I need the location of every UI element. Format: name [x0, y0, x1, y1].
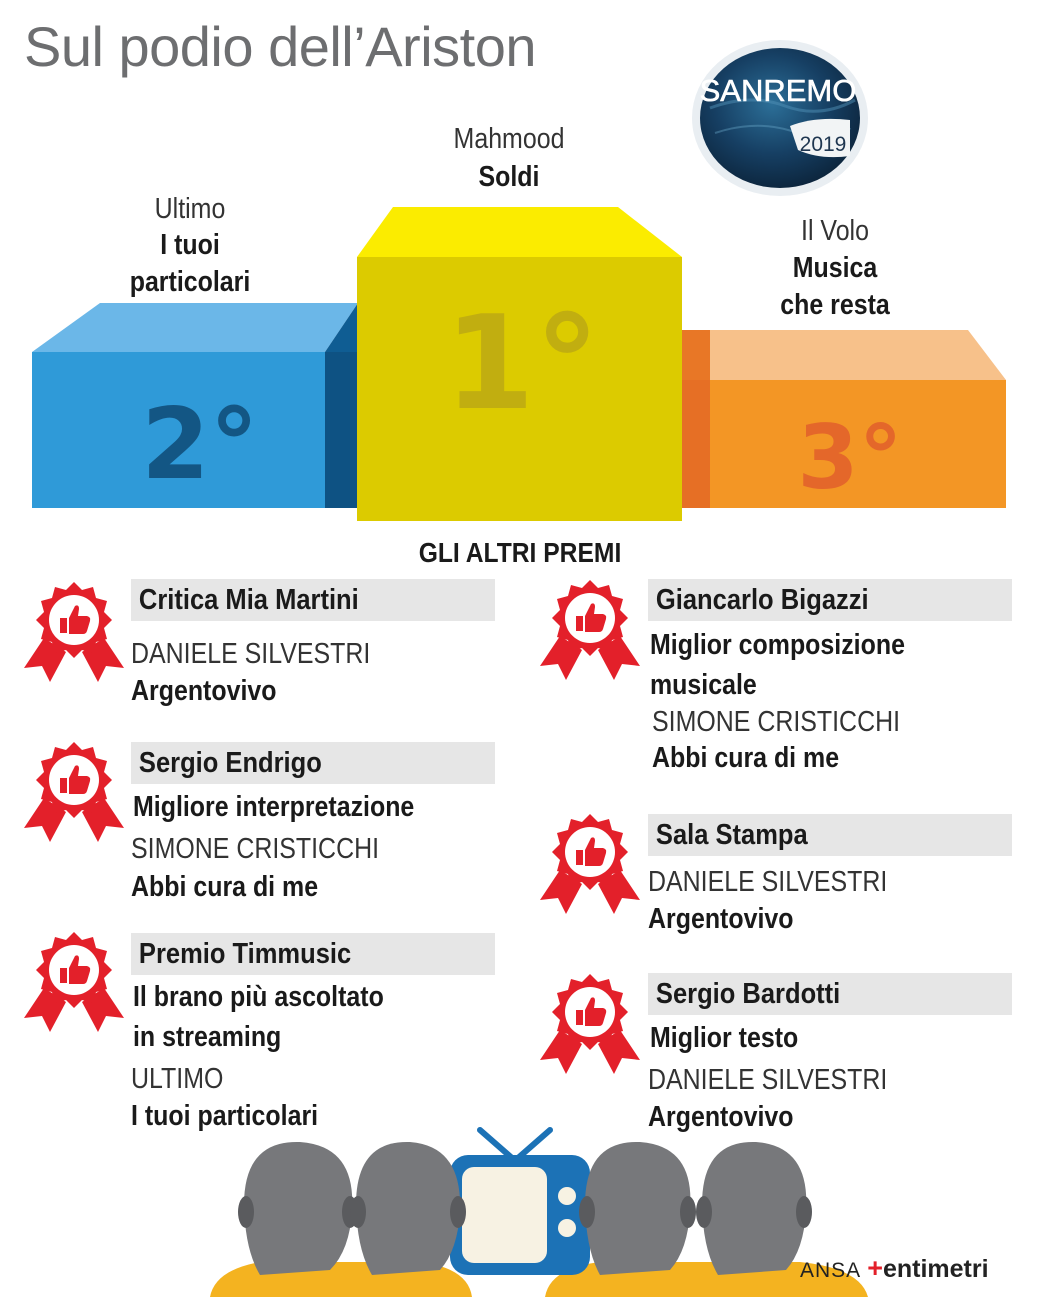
- other-awards-heading: GLI ALTRI PREMI: [418, 537, 622, 568]
- award-bardotti-category: Miglior testo: [650, 1022, 799, 1054]
- first-place-label: 1°: [444, 287, 600, 439]
- award-bigazzi-header: [648, 579, 1012, 621]
- award-timmusic-song: I tuoi particolari: [131, 1100, 319, 1132]
- credit-agency: ANSA: [800, 1259, 862, 1282]
- award-timmusic-header: [131, 933, 495, 975]
- award-ribbon-thumbs-up-icon: [22, 580, 126, 690]
- second-place-block: [32, 303, 358, 508]
- award-timmusic-category-line2: in streaming: [133, 1021, 282, 1053]
- plus-icon: +: [867, 1253, 883, 1283]
- third-place-label: 3°: [797, 406, 903, 509]
- award-timmusic-category-line1: Il brano più ascoltato: [133, 981, 384, 1013]
- logo-name: SANREMO: [699, 73, 857, 108]
- logo-year: 2019: [799, 133, 847, 156]
- award-bigazzi-category-line1: Miglior composizione: [650, 629, 905, 661]
- award-endrigo-header: [131, 742, 495, 784]
- second-place-artist: Ultimo: [154, 193, 226, 225]
- third-place-song-line2: che resta: [780, 289, 890, 321]
- first-place-block: [357, 207, 682, 521]
- award-bardotti-name: Sergio Bardotti: [655, 978, 841, 1010]
- award-endrigo-category: Migliore interpretazione: [133, 791, 415, 823]
- third-place-song-line1: Musica: [792, 252, 878, 284]
- award-critica-artist: DANIELE SILVESTRI: [131, 638, 371, 670]
- award-stampa-artist: DANIELE SILVESTRI: [648, 866, 888, 898]
- award-critica-header: [131, 579, 495, 621]
- credit: [800, 1253, 989, 1284]
- award-bardotti-song: Argentovivo: [648, 1101, 794, 1133]
- award-endrigo-artist: SIMONE CRISTICCHI: [131, 833, 380, 865]
- second-place-song-line1: I tuoi: [160, 229, 220, 261]
- award-endrigo-name: Sergio Endrigo: [138, 747, 322, 779]
- award-ribbon-thumbs-up-icon: [538, 578, 642, 688]
- credit-brand-logo: [867, 1255, 988, 1283]
- award-ribbon-thumbs-up-icon: [22, 740, 126, 850]
- award-bigazzi-category-line2: musicale: [650, 669, 757, 701]
- credit-brand: entimetri: [882, 1255, 989, 1283]
- second-place-label: 2°: [141, 388, 259, 502]
- podium: [0, 200, 1040, 530]
- award-stampa-header: [648, 814, 1012, 856]
- award-timmusic-artist: ULTIMO: [131, 1063, 224, 1095]
- award-stampa-song: Argentovivo: [648, 903, 794, 935]
- award-bigazzi-artist: SIMONE CRISTICCHI: [652, 706, 901, 738]
- award-bigazzi-song: Abbi cura di me: [652, 742, 840, 774]
- award-bardotti-artist: DANIELE SILVESTRI: [648, 1064, 888, 1096]
- award-critica-name: Critica Mia Martini: [138, 584, 359, 616]
- award-critica-song: Argentovivo: [131, 675, 277, 707]
- award-endrigo-song: Abbi cura di me: [131, 871, 319, 903]
- sanremo-2019-logo: [690, 38, 870, 198]
- second-place-song-line2: particolari: [129, 266, 251, 298]
- page-title: Sul podio dell’Ariston: [24, 15, 536, 78]
- first-place-artist: Mahmood: [453, 123, 565, 155]
- award-ribbon-thumbs-up-icon: [538, 972, 642, 1082]
- award-ribbon-thumbs-up-icon: [538, 812, 642, 922]
- award-timmusic-name: Premio Timmusic: [138, 938, 352, 970]
- first-place-song: Soldi: [478, 161, 540, 193]
- tv-icon: [450, 1130, 590, 1275]
- third-place-block: [682, 330, 1006, 509]
- award-stampa-name: Sala Stampa: [655, 819, 808, 851]
- award-ribbon-thumbs-up-icon: [22, 930, 126, 1040]
- third-place-artist: Il Volo: [801, 215, 869, 247]
- award-bigazzi-name: Giancarlo Bigazzi: [655, 584, 869, 616]
- award-bardotti-header: [648, 973, 1012, 1015]
